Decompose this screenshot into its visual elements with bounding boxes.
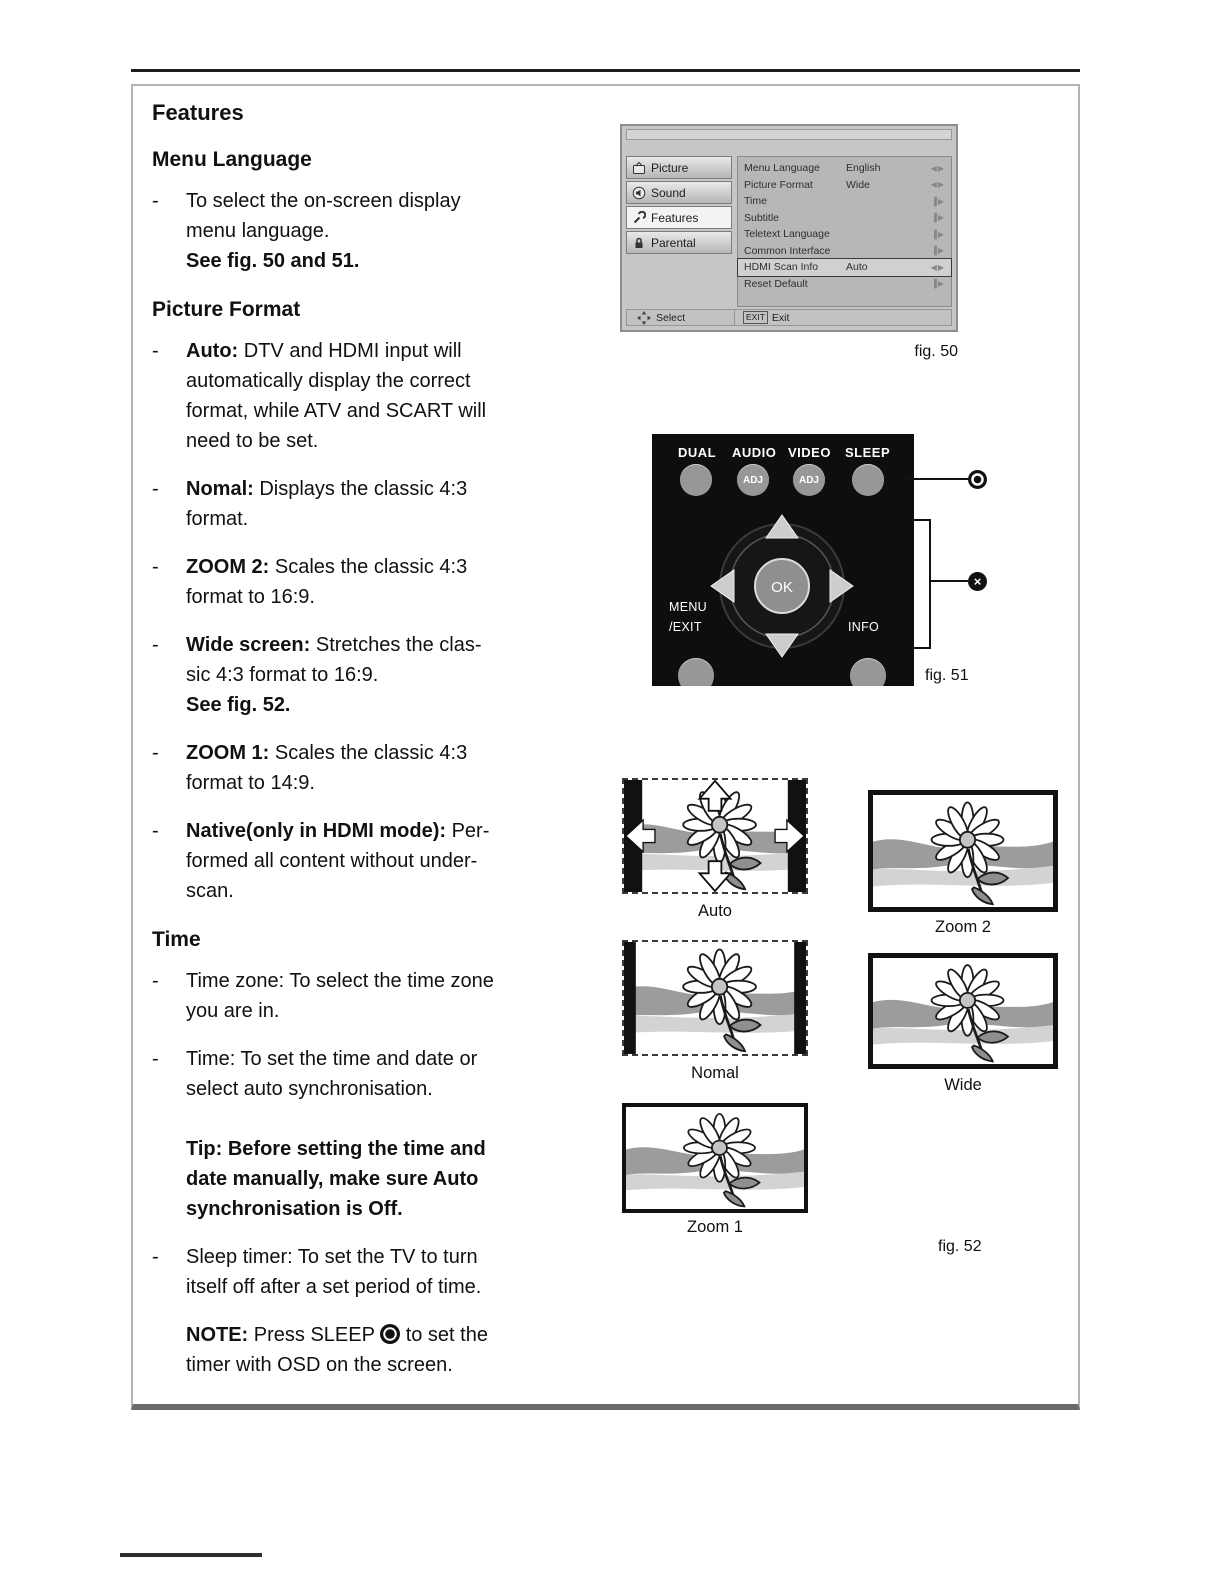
callout-line-down [905, 647, 930, 649]
section-heading: Picture Format [152, 298, 301, 321]
pillarbox-overlay [624, 942, 806, 1054]
text: automatically display the correct [186, 370, 471, 392]
osd-menu-row [738, 243, 951, 260]
page-top-rule [131, 69, 1080, 72]
osd-row-label: Common Interface [744, 244, 831, 257]
bullet-dash: - [152, 478, 159, 500]
sleep-button [852, 464, 884, 496]
fig50-caption: fig. 50 [914, 343, 958, 360]
osd-row-value: Auto [846, 261, 868, 274]
remote-bottom-left-button [678, 658, 714, 686]
list-item-text [186, 630, 592, 720]
video-adj-button [793, 464, 825, 496]
list-item-text [186, 1044, 592, 1104]
expand-arrows-overlay [624, 780, 806, 892]
flower-image [873, 795, 1053, 907]
list-item [152, 474, 592, 534]
bullet-dash: - [152, 742, 159, 764]
osd-body [626, 143, 952, 307]
fig51-caption: fig. 51 [925, 667, 969, 684]
osd-row-label: Picture Format [744, 178, 813, 191]
text: you are in. [186, 1000, 280, 1022]
sleep-callout-icon [968, 470, 987, 489]
osd-menu-row [738, 193, 951, 210]
osd-menu-row [738, 259, 951, 276]
osd-footer-exit [735, 311, 789, 324]
flower-image [873, 958, 1053, 1064]
list-item-text [186, 816, 592, 906]
text: Displays the classic 4:3 [253, 478, 468, 500]
osd-tab-label: Features [651, 210, 699, 225]
lock-icon [632, 236, 646, 250]
list-item-text [186, 1242, 592, 1302]
nav-callout-icon: × [968, 572, 987, 591]
bullet-dash: - [152, 1048, 159, 1070]
right-arrow-icon: ▐▶ [931, 213, 945, 223]
right-arrow-icon: ▐▶ [931, 279, 945, 289]
list-item-text [186, 186, 592, 276]
osd-menu-figure [620, 124, 958, 332]
osd-row-label: Menu Language [744, 162, 820, 175]
bold-text: Nomal: [186, 478, 254, 500]
text: menu language. [186, 220, 330, 242]
osd-tab-column [626, 143, 732, 307]
osd-exit-label: Exit [771, 311, 790, 324]
left-right-arrows-icon: ◀▶ [930, 262, 945, 272]
osd-menu-row [738, 177, 951, 194]
list-item [186, 1320, 592, 1380]
format-label-nomal: Nomal [691, 1064, 739, 1082]
text: Scales the classic 4:3 [269, 556, 468, 578]
info-label: INFO [848, 620, 880, 634]
list-item [152, 966, 592, 1026]
osd-menu-row [738, 276, 951, 293]
list-item-text [186, 1320, 592, 1380]
list-item [152, 738, 592, 798]
bold-text: date manually, make sure Auto [186, 1168, 479, 1190]
osd-menu-panel [737, 156, 952, 307]
format-tile-wide [868, 953, 1058, 1069]
exit-label: /EXIT [669, 620, 702, 634]
left-right-arrows-icon: ◀▶ [930, 180, 945, 190]
text: select auto synchronisation. [186, 1078, 433, 1100]
section-heading: Menu Language [152, 148, 312, 171]
format-label-zoom2: Zoom 2 [935, 918, 991, 936]
bold-text: Wide screen: [186, 634, 311, 656]
osd-tab-sound [626, 181, 732, 204]
remote-label-video: VIDEO [788, 445, 831, 460]
tv-icon [632, 161, 646, 175]
osd-tab-picture [626, 156, 732, 179]
remote-control-figure [652, 434, 914, 686]
list-item-text [186, 1134, 592, 1224]
bold-text: Tip: Before setting the time and [186, 1138, 486, 1160]
osd-row-label: Time [744, 195, 767, 208]
text: need to be set. [186, 430, 319, 452]
osd-row-value: Wide [846, 178, 870, 191]
bullet-dash: - [152, 340, 159, 362]
list-item-text [186, 474, 592, 534]
remote-label-sleep: SLEEP [845, 445, 891, 460]
format-tile-zoom2 [868, 790, 1058, 912]
text: formed all content without under- [186, 850, 478, 872]
list-item [152, 186, 592, 276]
bold-text: synchronisation is Off. [186, 1198, 403, 1220]
list-item [152, 630, 592, 720]
text: sic 4:3 format to 16:9. [186, 664, 379, 686]
sleep-button-icon [380, 1324, 400, 1344]
text: Sleep timer: To set the TV to turn [186, 1246, 478, 1268]
remote-label-dual: DUAL [678, 445, 717, 460]
remote-bottom-right-button [850, 658, 886, 686]
wrench-icon [632, 211, 646, 225]
text: itself off after a set period of time. [186, 1276, 482, 1298]
fig52-caption: fig. 52 [938, 1238, 982, 1255]
list-item-text [186, 336, 592, 456]
osd-title-strip [626, 129, 952, 140]
adj-label: ADJ [742, 474, 763, 486]
flower-image [626, 1107, 804, 1209]
osd-tab-parental [626, 231, 732, 254]
osd-tab-features [626, 206, 732, 229]
text: Per- [446, 820, 490, 842]
page-title: Features [152, 100, 244, 125]
text-column [152, 100, 592, 1398]
osd-menu-row [738, 210, 951, 227]
bullet-dash: - [152, 556, 159, 578]
text: Scales the classic 4:3 [269, 742, 468, 764]
format-tile-zoom1 [622, 1103, 808, 1213]
osd-row-label: HDMI Scan Info [744, 261, 819, 274]
right-arrow-icon: ▐▶ [931, 246, 945, 256]
bold-text: Auto: [186, 340, 239, 362]
callout-line-mid [930, 580, 968, 582]
bold-text: ZOOM 1: [186, 742, 270, 764]
bullet-dash: - [152, 970, 159, 992]
bold-text: ZOOM 2: [186, 556, 270, 578]
bold-text: NOTE: [186, 1324, 249, 1346]
osd-row-label: Teletext Language [744, 228, 830, 241]
format-tile-nomal [622, 940, 808, 1056]
text: DTV and HDMI input will [238, 340, 462, 362]
list-item [152, 552, 592, 612]
list-item [152, 336, 592, 456]
osd-footer [626, 309, 952, 326]
text: format. [186, 508, 249, 530]
osd-tab-label: Parental [651, 235, 696, 250]
section-heading: Time [152, 928, 201, 951]
navigation-pad [697, 501, 867, 671]
list-item [186, 1134, 592, 1224]
list-item [152, 1242, 592, 1302]
exit-key-badge: EXIT [743, 311, 768, 324]
list-item-text [186, 738, 592, 798]
audio-adj-button [737, 464, 769, 496]
list-item [152, 1044, 592, 1104]
osd-select-label: Select [656, 311, 686, 324]
text: Press SLEEP [248, 1324, 381, 1346]
format-label-auto: Auto [698, 902, 732, 920]
adj-label: ADJ [798, 474, 819, 486]
text: format, while ATV and SCART will [186, 400, 487, 422]
bullet-dash: - [152, 190, 159, 212]
osd-menu-row [738, 160, 951, 177]
osd-row-label: Reset Default [744, 277, 808, 290]
left-right-arrows-icon: ◀▶ [930, 163, 945, 173]
text: Time: To set the time and date or [186, 1048, 478, 1070]
text: to set the [400, 1324, 488, 1346]
text: To select the on-screen display [186, 190, 461, 212]
format-label-zoom1: Zoom 1 [687, 1218, 743, 1236]
osd-row-label: Subtitle [744, 211, 780, 224]
osd-tab-label: Sound [651, 185, 686, 200]
text: Stretches the clas- [310, 634, 482, 656]
callout-line-sleep [905, 478, 968, 480]
bold-text: Native(only in HDMI mode): [186, 820, 447, 842]
osd-footer-select [627, 310, 735, 325]
osd-row-value: English [846, 162, 881, 175]
menu-label: MENU [669, 600, 708, 614]
bold-text: See fig. 52. [186, 694, 291, 716]
text: format to 14:9. [186, 772, 315, 794]
ok-label: OK [771, 579, 793, 596]
bullet-dash: - [152, 1246, 159, 1268]
right-arrow-icon: ▐▶ [931, 196, 945, 206]
remote-label-audio: AUDIO [732, 445, 777, 460]
bullet-dash: - [152, 820, 159, 842]
bullet-dash: - [152, 634, 159, 656]
osd-tab-label: Picture [651, 160, 689, 175]
format-label-wide: Wide [944, 1076, 982, 1094]
text: scan. [186, 880, 234, 902]
text: format to 16:9. [186, 586, 315, 608]
list-item [152, 816, 592, 906]
right-arrow-icon: ▐▶ [931, 229, 945, 239]
sections [152, 148, 592, 1380]
callout-line-up [905, 519, 930, 521]
text: timer with OSD on the screen. [186, 1354, 453, 1376]
list-item-text [186, 552, 592, 612]
dual-button [680, 464, 712, 496]
bold-text: See fig. 50 and 51. [186, 250, 360, 272]
list-item-text [186, 966, 592, 1026]
page-footer-mark [120, 1553, 262, 1557]
speaker-icon [632, 186, 646, 200]
text: Time zone: To select the time zone [186, 970, 494, 992]
format-tile-auto [622, 778, 808, 894]
callout-bracket [929, 519, 931, 649]
osd-menu-row [738, 226, 951, 243]
navigate-arrows-icon [637, 311, 651, 325]
